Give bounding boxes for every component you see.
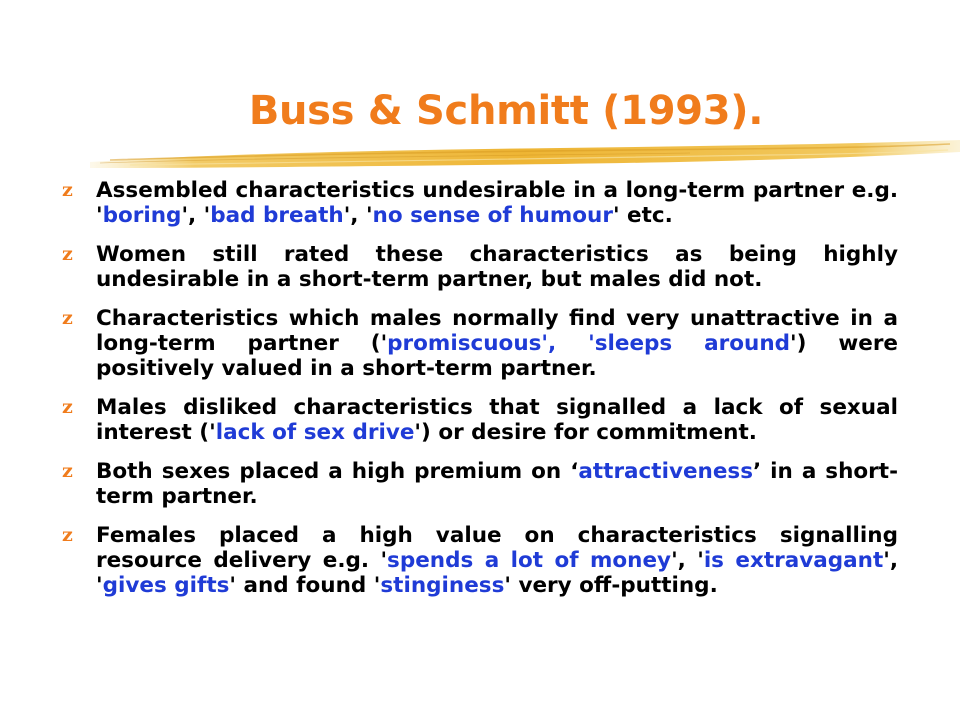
bullet-text: ') were positively valued in a short-term partner. — [96, 331, 898, 381]
bullet-item — [62, 523, 898, 598]
bullet-marker-icon: z — [62, 179, 73, 201]
bullet-marker-icon: z — [62, 396, 73, 418]
bullet-marker-icon: z — [62, 524, 73, 546]
bullet-text: ') or desire for commitment. — [414, 420, 757, 445]
bullet-text: Assembled characteristics undesirable in a long-term partner e.g. ' — [96, 178, 898, 228]
bullet-text: ' etc. — [612, 203, 673, 228]
bullet-item — [62, 306, 898, 381]
highlighted-term: spends a lot of money — [387, 548, 672, 573]
bullet-text: Both sexes placed a high premium on ‘ — [96, 459, 579, 484]
bullet-text: ’ in a short-term partner. — [96, 459, 898, 509]
bullet-list — [62, 178, 898, 612]
slide-title: Buss & Schmitt (1993). — [248, 88, 764, 134]
highlighted-term: boring — [102, 203, 182, 228]
bullet-text: Women still rated these characteristics as being highly undesirable in a short-term partner, but males did not. — [96, 242, 898, 292]
highlighted-term: stinginess — [380, 573, 505, 598]
highlighted-term: promiscuous', 'sleeps around — [387, 331, 791, 356]
bullet-text: ' and found ' — [229, 573, 381, 598]
bullet-text: ', ' — [343, 203, 373, 228]
highlighted-term: lack of sex drive — [215, 420, 415, 445]
bullet-text: Females placed a high value on characteristics signalling resource delivery e.g. ' — [96, 523, 898, 573]
bullet-text: ', ' — [671, 548, 704, 573]
bullet-text: Males disliked characteristics that signalled a lack of sexual interest (' — [96, 395, 898, 445]
bullet-item — [62, 178, 898, 228]
bullet-text: ', ' — [181, 203, 211, 228]
bullet-text: Characteristics which males normally find very unattractive in a long-term partner (' — [96, 306, 898, 356]
bullet-item — [62, 395, 898, 445]
highlighted-term: attractiveness — [578, 459, 754, 484]
highlighted-term: gives gifts — [102, 573, 230, 598]
highlighted-term: bad breath — [210, 203, 344, 228]
title-underline-brush-stroke — [90, 138, 960, 178]
bullet-marker-icon: z — [62, 243, 73, 265]
highlighted-term: no sense of humour — [372, 203, 613, 228]
bullet-text: ' very off-putting. — [504, 573, 718, 598]
bullet-item — [62, 459, 898, 509]
bullet-text: ', ' — [96, 548, 898, 598]
bullet-marker-icon: z — [62, 460, 73, 482]
bullet-marker-icon: z — [62, 307, 73, 329]
bullet-item — [62, 242, 898, 292]
highlighted-term: is extravagant — [703, 548, 884, 573]
